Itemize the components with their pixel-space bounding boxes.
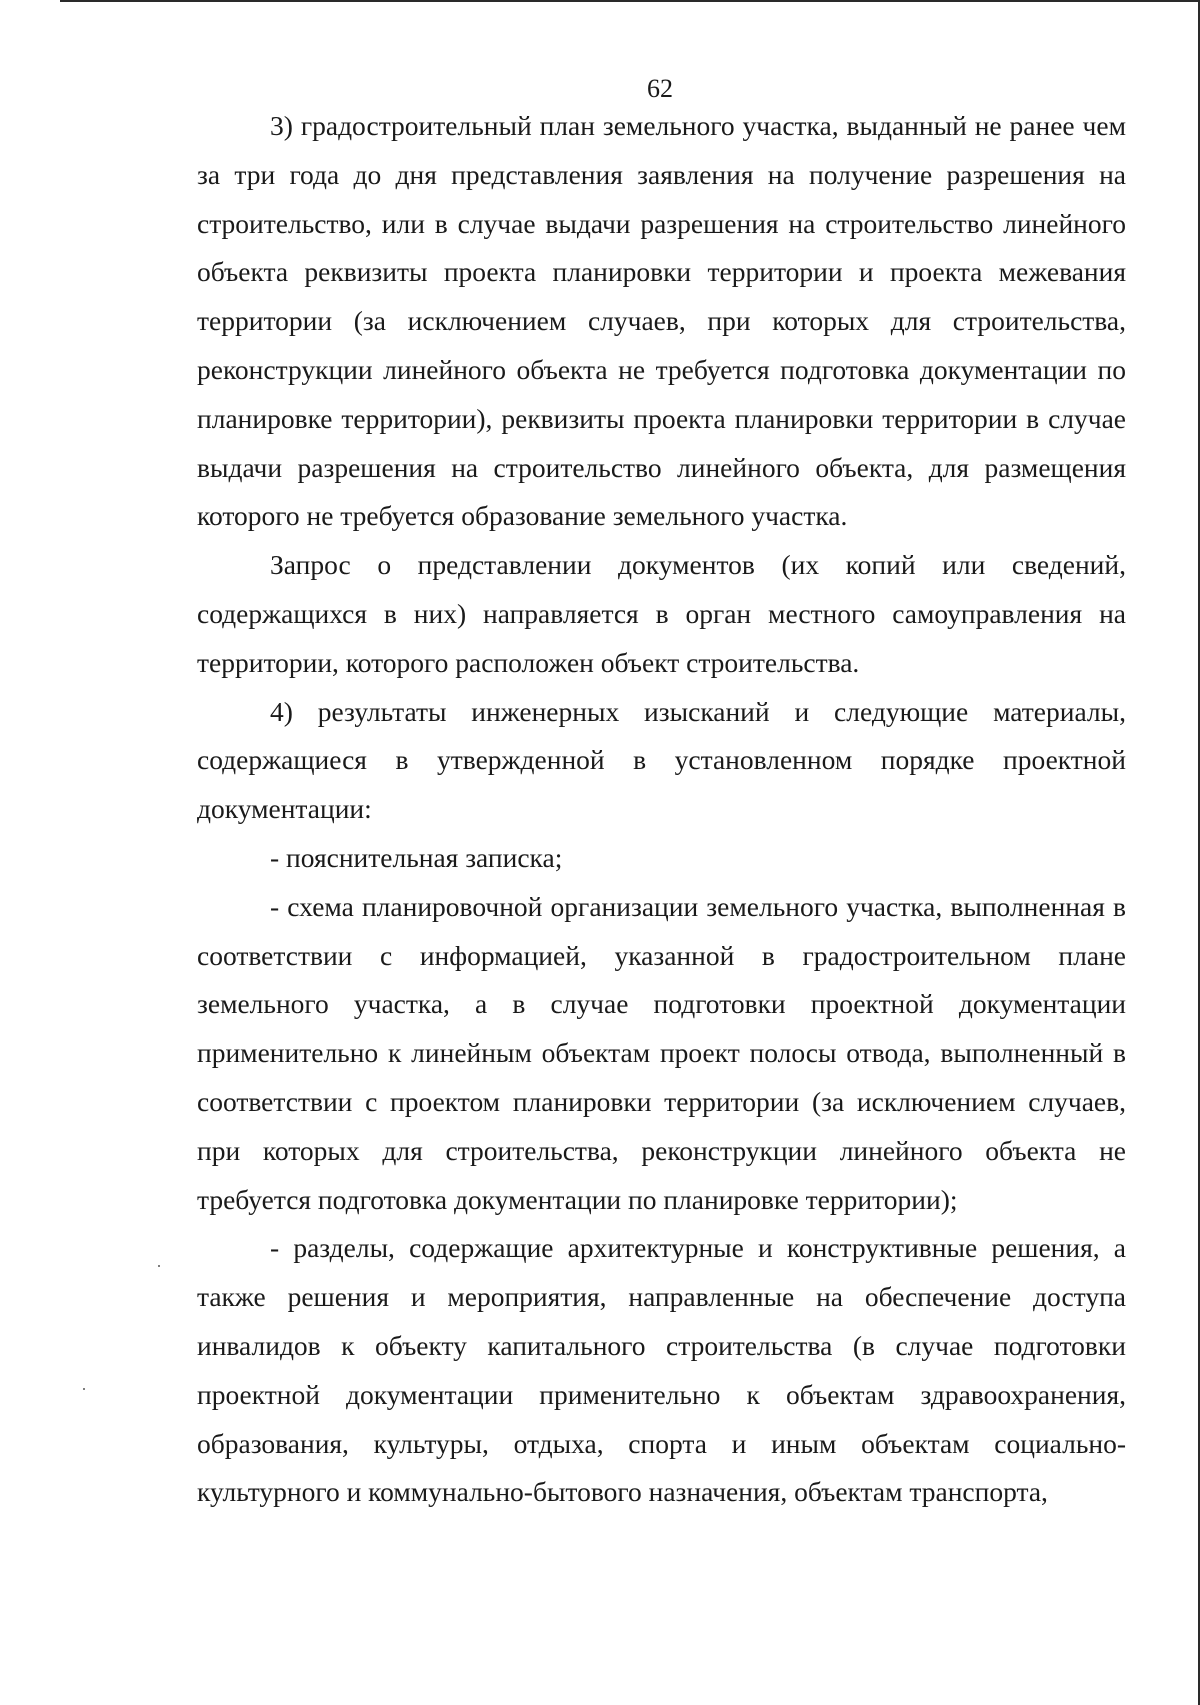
page-number: 62 [647,74,673,103]
list-item-explanatory-note: - пояснительная записка; [270,841,563,873]
list-item-site-plan-scheme: - схема планировочной организации земельного участка, выполненная в соответствии с информацией, указанной в градостроительном плане земельного участка, а в случае подготовки проектной документации применительно к линейным объектам проект полосы отвода, выполненный в соответствии с проектом планировки территории (за исключением случаев, при которых для строительства, реконструкции линейного объекта не требуется подготовка документации по планировке территории); [197,890,1126,1215]
paragraph-request: Запрос о представлении документов (их копий или сведений, содержащихся в них) направляется в орган местного самоуправления на территории, которого расположен объект строительства. [197,549,1126,678]
scan-edge-top [60,0,1200,2]
paragraph-item-3: 3) градостроительный план земельного участка, выданный не ранее чем за три года до дня представления заявления на получение разрешения на строительство, или в случае выдачи разрешения на строительство линейного объекта реквизиты проекта планировки территории и проекта межевания территории (за исключением случаев, при которых для строительства, реконструкции линейного объекта не требуется подготовка документации по планировке территории), реквизиты проекта планировки территории в случае выдачи разрешения на строительство линейного объекта, для размещения которого не требуется образование земельного участка. [197,110,1126,532]
scan-speck [83,1388,85,1390]
scan-speck [158,1265,160,1267]
document-body [197,102,1126,1517]
paragraph-item-4: 4) результаты инженерных изысканий и следующие материалы, содержащиеся в утвержденной в установленном порядке проектной документации: [197,695,1126,825]
list-item-sections: - разделы, содержащие архитектурные и конструктивные решения, а также решения и мероприятия, направленные на обеспечение доступа инвалидов к объекту капитального строительства (в случае подготовки проектной документации применительно к объектам здравоохранения, образования, культуры, отдыха, спорта и иным объектам социально-культурного и коммунально-бытового назначения, объектам транспорта, [197,1232,1126,1508]
